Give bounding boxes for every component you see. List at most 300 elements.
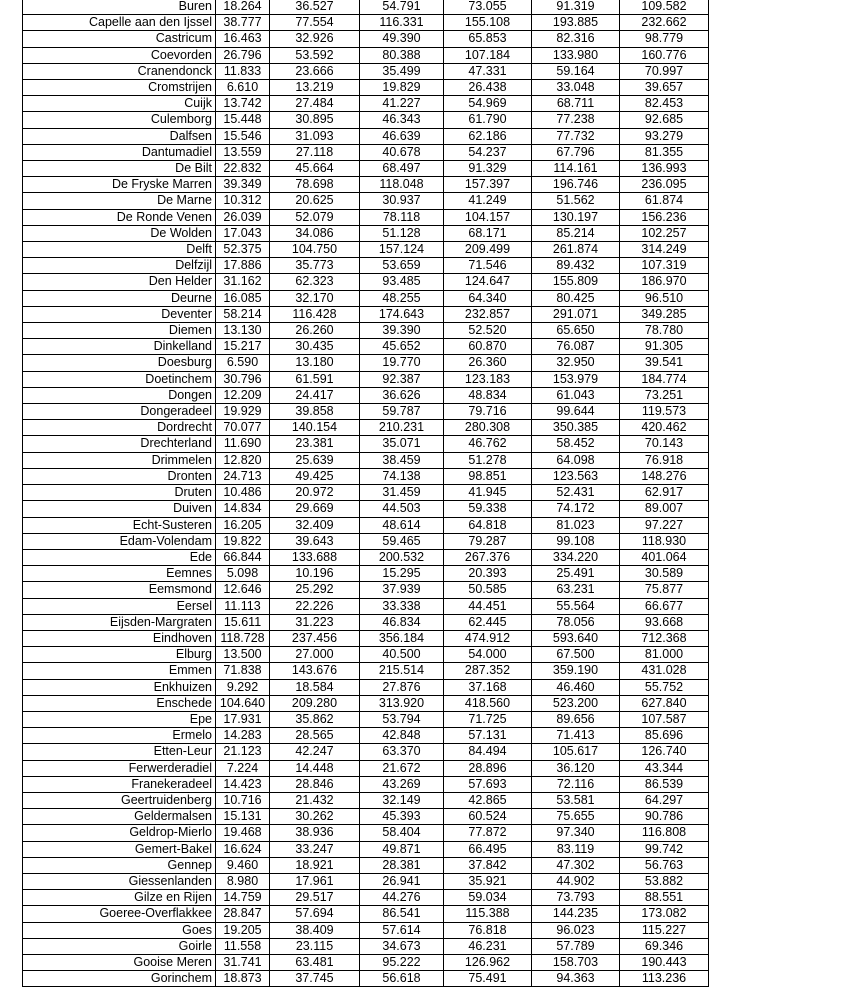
value-cell: 209.280 — [270, 695, 360, 711]
value-cell: 60.524 — [444, 809, 532, 825]
value-cell: 70.143 — [620, 436, 709, 452]
value-cell: 102.257 — [620, 225, 709, 241]
table-row — [23, 825, 709, 841]
value-cell: 62.917 — [620, 485, 709, 501]
table-row — [23, 193, 709, 209]
value-cell: 77.732 — [532, 128, 620, 144]
value-cell: 143.676 — [270, 663, 360, 679]
value-cell: 26.260 — [270, 323, 360, 339]
value-cell: 67.796 — [532, 144, 620, 160]
value-cell: 10.486 — [216, 485, 270, 501]
table-row — [23, 760, 709, 776]
value-cell: 24.417 — [270, 387, 360, 403]
table-row — [23, 0, 709, 15]
value-cell: 18.264 — [216, 0, 270, 15]
value-cell: 55.752 — [620, 679, 709, 695]
value-cell: 69.346 — [620, 938, 709, 954]
municipality-name-cell: Dordrecht — [23, 420, 216, 436]
table-row — [23, 63, 709, 79]
municipality-name-cell: De Bilt — [23, 161, 216, 177]
municipality-name-cell: Cuijk — [23, 96, 216, 112]
municipality-name-cell: Drimmelen — [23, 452, 216, 468]
value-cell: 14.834 — [216, 501, 270, 517]
table-row — [23, 96, 709, 112]
value-cell: 75.491 — [444, 971, 532, 987]
value-cell: 190.443 — [620, 954, 709, 970]
municipality-name-cell: Epe — [23, 711, 216, 727]
value-cell: 35.921 — [444, 873, 532, 889]
value-cell: 71.413 — [532, 728, 620, 744]
value-cell: 55.564 — [532, 598, 620, 614]
value-cell: 80.425 — [532, 290, 620, 306]
value-cell: 155.108 — [444, 15, 532, 31]
value-cell: 232.662 — [620, 15, 709, 31]
municipality-name-cell: Goirle — [23, 938, 216, 954]
value-cell: 17.886 — [216, 258, 270, 274]
table-row — [23, 290, 709, 306]
value-cell: 236.095 — [620, 177, 709, 193]
value-cell: 73.251 — [620, 387, 709, 403]
value-cell: 14.448 — [270, 760, 360, 776]
value-cell: 140.154 — [270, 420, 360, 436]
value-cell: 28.381 — [360, 857, 444, 873]
value-cell: 64.098 — [532, 452, 620, 468]
value-cell: 33.247 — [270, 841, 360, 857]
municipality-name-cell: Delfzijl — [23, 258, 216, 274]
value-cell: 56.763 — [620, 857, 709, 873]
value-cell: 76.818 — [444, 922, 532, 938]
value-cell: 19.468 — [216, 825, 270, 841]
table-row — [23, 242, 709, 258]
value-cell: 24.713 — [216, 468, 270, 484]
value-cell: 37.939 — [360, 582, 444, 598]
value-cell: 35.071 — [360, 436, 444, 452]
municipality-name-cell: Goeree-Overflakkee — [23, 906, 216, 922]
value-cell: 16.205 — [216, 517, 270, 533]
value-cell: 174.643 — [360, 306, 444, 322]
value-cell: 42.865 — [444, 792, 532, 808]
value-cell: 6.610 — [216, 80, 270, 96]
value-cell: 64.340 — [444, 290, 532, 306]
value-cell: 44.902 — [532, 873, 620, 889]
table-row — [23, 890, 709, 906]
value-cell: 105.617 — [532, 744, 620, 760]
value-cell: 12.646 — [216, 582, 270, 598]
value-cell: 93.279 — [620, 128, 709, 144]
value-cell: 86.539 — [620, 776, 709, 792]
municipality-name-cell: Eindhoven — [23, 630, 216, 646]
municipality-name-cell: Edam-Volendam — [23, 533, 216, 549]
value-cell: 63.370 — [360, 744, 444, 760]
table-row — [23, 161, 709, 177]
value-cell: 84.494 — [444, 744, 532, 760]
value-cell: 90.786 — [620, 809, 709, 825]
municipality-name-cell: Capelle aan den Ijssel — [23, 15, 216, 31]
value-cell: 32.950 — [532, 355, 620, 371]
value-cell: 18.873 — [216, 971, 270, 987]
value-cell: 21.672 — [360, 760, 444, 776]
table-row — [23, 452, 709, 468]
value-cell: 401.064 — [620, 549, 709, 565]
value-cell: 41.227 — [360, 96, 444, 112]
value-cell: 81.355 — [620, 144, 709, 160]
value-cell: 39.657 — [620, 80, 709, 96]
value-cell: 92.387 — [360, 371, 444, 387]
value-cell: 27.000 — [270, 647, 360, 663]
value-cell: 45.664 — [270, 161, 360, 177]
municipality-name-cell: Gooise Meren — [23, 954, 216, 970]
table-body — [23, 0, 709, 987]
value-cell: 66.495 — [444, 841, 532, 857]
value-cell: 70.077 — [216, 420, 270, 436]
municipality-name-cell: Ede — [23, 549, 216, 565]
value-cell: 33.338 — [360, 598, 444, 614]
municipality-name-cell: Doetinchem — [23, 371, 216, 387]
value-cell: 261.874 — [532, 242, 620, 258]
table-row — [23, 517, 709, 533]
value-cell: 314.249 — [620, 242, 709, 258]
value-cell: 237.456 — [270, 630, 360, 646]
municipality-name-cell: Franekeradeel — [23, 776, 216, 792]
value-cell: 88.551 — [620, 890, 709, 906]
value-cell: 15.611 — [216, 614, 270, 630]
value-cell: 193.885 — [532, 15, 620, 31]
value-cell: 215.514 — [360, 663, 444, 679]
value-cell: 116.428 — [270, 306, 360, 322]
value-cell: 16.624 — [216, 841, 270, 857]
value-cell: 109.582 — [620, 0, 709, 15]
table-row — [23, 404, 709, 420]
value-cell: 420.462 — [620, 420, 709, 436]
value-cell: 267.376 — [444, 549, 532, 565]
municipality-name-cell: Ermelo — [23, 728, 216, 744]
value-cell: 350.385 — [532, 420, 620, 436]
value-cell: 28.847 — [216, 906, 270, 922]
value-cell: 49.871 — [360, 841, 444, 857]
value-cell: 81.023 — [532, 517, 620, 533]
value-cell: 77.872 — [444, 825, 532, 841]
value-cell: 210.231 — [360, 420, 444, 436]
value-cell: 27.118 — [270, 144, 360, 160]
value-cell: 57.693 — [444, 776, 532, 792]
value-cell: 133.688 — [270, 549, 360, 565]
value-cell: 68.711 — [532, 96, 620, 112]
value-cell: 17.931 — [216, 711, 270, 727]
value-cell: 29.517 — [270, 890, 360, 906]
municipality-name-cell: Delft — [23, 242, 216, 258]
value-cell: 118.048 — [360, 177, 444, 193]
municipality-name-cell: Eijsden-Margraten — [23, 614, 216, 630]
value-cell: 30.262 — [270, 809, 360, 825]
value-cell: 15.295 — [360, 566, 444, 582]
value-cell: 57.694 — [270, 906, 360, 922]
municipality-name-cell: Druten — [23, 485, 216, 501]
municipality-name-cell: Den Helder — [23, 274, 216, 290]
value-cell: 627.840 — [620, 695, 709, 711]
value-cell: 158.703 — [532, 954, 620, 970]
value-cell: 53.794 — [360, 711, 444, 727]
table-row — [23, 647, 709, 663]
value-cell: 28.846 — [270, 776, 360, 792]
value-cell: 37.168 — [444, 679, 532, 695]
value-cell: 20.625 — [270, 193, 360, 209]
value-cell: 126.962 — [444, 954, 532, 970]
value-cell: 56.618 — [360, 971, 444, 987]
value-cell: 59.465 — [360, 533, 444, 549]
municipality-name-cell: Dinkelland — [23, 339, 216, 355]
value-cell: 37.842 — [444, 857, 532, 873]
value-cell: 35.773 — [270, 258, 360, 274]
municipality-name-cell: Eemnes — [23, 566, 216, 582]
table-row — [23, 809, 709, 825]
value-cell: 70.997 — [620, 63, 709, 79]
value-cell: 41.249 — [444, 193, 532, 209]
table-row — [23, 776, 709, 792]
municipality-name-cell: Geldermalsen — [23, 809, 216, 825]
value-cell: 712.368 — [620, 630, 709, 646]
value-cell: 418.560 — [444, 695, 532, 711]
value-cell: 54.237 — [444, 144, 532, 160]
value-cell: 115.388 — [444, 906, 532, 922]
value-cell: 13.742 — [216, 96, 270, 112]
value-cell: 92.685 — [620, 112, 709, 128]
table-row — [23, 695, 709, 711]
value-cell: 11.833 — [216, 63, 270, 79]
table-row — [23, 922, 709, 938]
value-cell: 107.587 — [620, 711, 709, 727]
municipality-name-cell: Dronten — [23, 468, 216, 484]
value-cell: 114.161 — [532, 161, 620, 177]
value-cell: 118.728 — [216, 630, 270, 646]
value-cell: 32.149 — [360, 792, 444, 808]
value-cell: 148.276 — [620, 468, 709, 484]
value-cell: 209.499 — [444, 242, 532, 258]
value-cell: 11.690 — [216, 436, 270, 452]
value-cell: 57.789 — [532, 938, 620, 954]
municipality-name-cell: Ferwerderadiel — [23, 760, 216, 776]
value-cell: 107.184 — [444, 47, 532, 63]
municipality-name-cell: Elburg — [23, 647, 216, 663]
value-cell: 123.563 — [532, 468, 620, 484]
municipality-name-cell: Cromstrijen — [23, 80, 216, 96]
municipality-name-cell: Buren — [23, 0, 216, 15]
table-row — [23, 906, 709, 922]
value-cell: 15.448 — [216, 112, 270, 128]
value-cell: 31.741 — [216, 954, 270, 970]
table-row — [23, 501, 709, 517]
value-cell: 73.793 — [532, 890, 620, 906]
table-row — [23, 209, 709, 225]
table-row — [23, 614, 709, 630]
value-cell: 43.269 — [360, 776, 444, 792]
value-cell: 81.000 — [620, 647, 709, 663]
table-row — [23, 857, 709, 873]
value-cell: 48.834 — [444, 387, 532, 403]
value-cell: 76.918 — [620, 452, 709, 468]
value-cell: 91.329 — [444, 161, 532, 177]
table-row — [23, 258, 709, 274]
value-cell: 57.614 — [360, 922, 444, 938]
table-row — [23, 15, 709, 31]
value-cell: 291.071 — [532, 306, 620, 322]
value-cell: 42.848 — [360, 728, 444, 744]
value-cell: 61.790 — [444, 112, 532, 128]
value-cell: 96.023 — [532, 922, 620, 938]
value-cell: 31.459 — [360, 485, 444, 501]
value-cell: 15.546 — [216, 128, 270, 144]
value-cell: 20.393 — [444, 566, 532, 582]
municipality-name-cell: Dantumadiel — [23, 144, 216, 160]
value-cell: 40.500 — [360, 647, 444, 663]
table-row — [23, 80, 709, 96]
value-cell: 30.435 — [270, 339, 360, 355]
value-cell: 97.227 — [620, 517, 709, 533]
value-cell: 66.677 — [620, 598, 709, 614]
value-cell: 5.098 — [216, 566, 270, 582]
value-cell: 431.028 — [620, 663, 709, 679]
value-cell: 65.650 — [532, 323, 620, 339]
value-cell: 14.423 — [216, 776, 270, 792]
value-cell: 287.352 — [444, 663, 532, 679]
value-cell: 54.000 — [444, 647, 532, 663]
table-row — [23, 436, 709, 452]
value-cell: 173.082 — [620, 906, 709, 922]
value-cell: 48.614 — [360, 517, 444, 533]
value-cell: 35.862 — [270, 711, 360, 727]
value-cell: 35.499 — [360, 63, 444, 79]
value-cell: 52.375 — [216, 242, 270, 258]
value-cell: 113.236 — [620, 971, 709, 987]
municipality-name-cell: Eersel — [23, 598, 216, 614]
value-cell: 126.740 — [620, 744, 709, 760]
table-row — [23, 128, 709, 144]
value-cell: 593.640 — [532, 630, 620, 646]
value-cell: 196.746 — [532, 177, 620, 193]
value-cell: 19.822 — [216, 533, 270, 549]
value-cell: 85.696 — [620, 728, 709, 744]
table-row — [23, 225, 709, 241]
municipality-name-cell: Doesburg — [23, 355, 216, 371]
value-cell: 17.961 — [270, 873, 360, 889]
value-cell: 54.969 — [444, 96, 532, 112]
value-cell: 57.131 — [444, 728, 532, 744]
municipality-name-cell: De Marne — [23, 193, 216, 209]
value-cell: 39.858 — [270, 404, 360, 420]
value-cell: 14.759 — [216, 890, 270, 906]
value-cell: 44.503 — [360, 501, 444, 517]
value-cell: 77.554 — [270, 15, 360, 31]
value-cell: 43.344 — [620, 760, 709, 776]
municipality-name-cell: Etten-Leur — [23, 744, 216, 760]
value-cell: 32.170 — [270, 290, 360, 306]
value-cell: 33.048 — [532, 80, 620, 96]
value-cell: 27.484 — [270, 96, 360, 112]
value-cell: 200.532 — [360, 549, 444, 565]
value-cell: 63.231 — [532, 582, 620, 598]
value-cell: 20.972 — [270, 485, 360, 501]
value-cell: 68.497 — [360, 161, 444, 177]
municipality-name-cell: Gemert-Bakel — [23, 841, 216, 857]
value-cell: 64.818 — [444, 517, 532, 533]
value-cell: 28.565 — [270, 728, 360, 744]
value-cell: 104.157 — [444, 209, 532, 225]
municipality-name-cell: Dalfsen — [23, 128, 216, 144]
table-row — [23, 355, 709, 371]
municipality-name-cell: Deurne — [23, 290, 216, 306]
value-cell: 59.034 — [444, 890, 532, 906]
value-cell: 44.451 — [444, 598, 532, 614]
value-cell: 86.541 — [360, 906, 444, 922]
municipality-name-cell: De Fryske Marren — [23, 177, 216, 193]
value-cell: 10.312 — [216, 193, 270, 209]
value-cell: 52.431 — [532, 485, 620, 501]
table-row — [23, 971, 709, 987]
value-cell: 46.639 — [360, 128, 444, 144]
value-cell: 61.043 — [532, 387, 620, 403]
municipality-name-cell: Culemborg — [23, 112, 216, 128]
value-cell: 313.920 — [360, 695, 444, 711]
value-cell: 68.171 — [444, 225, 532, 241]
value-cell: 19.770 — [360, 355, 444, 371]
value-cell: 36.527 — [270, 0, 360, 15]
value-cell: 12.209 — [216, 387, 270, 403]
value-cell: 30.937 — [360, 193, 444, 209]
value-cell: 118.930 — [620, 533, 709, 549]
value-cell: 156.236 — [620, 209, 709, 225]
value-cell: 82.316 — [532, 31, 620, 47]
value-cell: 21.432 — [270, 792, 360, 808]
value-cell: 11.558 — [216, 938, 270, 954]
value-cell: 45.652 — [360, 339, 444, 355]
value-cell: 53.581 — [532, 792, 620, 808]
value-cell: 356.184 — [360, 630, 444, 646]
value-cell: 474.912 — [444, 630, 532, 646]
value-cell: 80.388 — [360, 47, 444, 63]
municipality-name-cell: Dongeradeel — [23, 404, 216, 420]
value-cell: 115.227 — [620, 922, 709, 938]
municipality-name-cell: Goes — [23, 922, 216, 938]
value-cell: 51.278 — [444, 452, 532, 468]
value-cell: 9.292 — [216, 679, 270, 695]
table-row — [23, 177, 709, 193]
value-cell: 61.591 — [270, 371, 360, 387]
value-cell: 71.546 — [444, 258, 532, 274]
value-cell: 71.725 — [444, 711, 532, 727]
municipality-name-cell: Enkhuizen — [23, 679, 216, 695]
value-cell: 157.397 — [444, 177, 532, 193]
value-cell: 25.292 — [270, 582, 360, 598]
value-cell: 123.183 — [444, 371, 532, 387]
value-cell: 30.895 — [270, 112, 360, 128]
value-cell: 62.323 — [270, 274, 360, 290]
value-cell: 6.590 — [216, 355, 270, 371]
value-cell: 62.445 — [444, 614, 532, 630]
municipality-name-cell: De Wolden — [23, 225, 216, 241]
table-row — [23, 744, 709, 760]
table-row — [23, 630, 709, 646]
value-cell: 78.056 — [532, 614, 620, 630]
value-cell: 23.666 — [270, 63, 360, 79]
value-cell: 91.305 — [620, 339, 709, 355]
table-row — [23, 938, 709, 954]
table-row — [23, 339, 709, 355]
value-cell: 51.128 — [360, 225, 444, 241]
table-row — [23, 873, 709, 889]
value-cell: 29.669 — [270, 501, 360, 517]
value-cell: 99.742 — [620, 841, 709, 857]
value-cell: 72.116 — [532, 776, 620, 792]
value-cell: 95.222 — [360, 954, 444, 970]
